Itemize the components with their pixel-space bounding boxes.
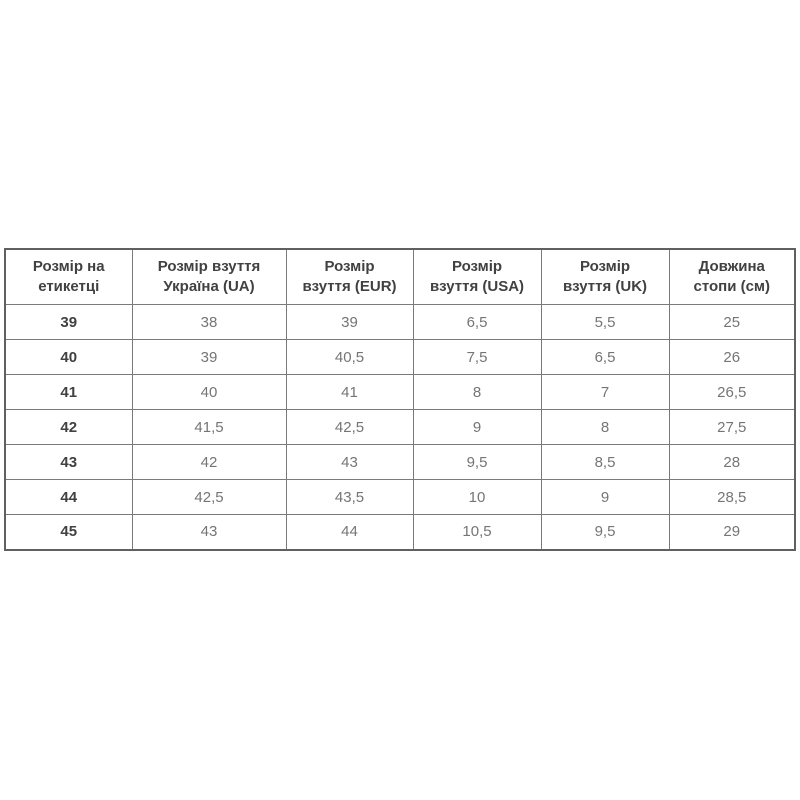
column-header-line1: Розмір bbox=[579, 258, 631, 275]
table-row bbox=[5, 340, 795, 375]
row-label-cell: 42 bbox=[5, 410, 132, 445]
column-header-line1: Розмір bbox=[324, 258, 375, 275]
row-label-cell: 43 bbox=[5, 445, 132, 480]
value-cell: 25 bbox=[669, 305, 795, 340]
value-cell: 41,5 bbox=[132, 410, 286, 445]
value-cell: 8,5 bbox=[541, 445, 669, 480]
column-header-line1: Розмір bbox=[451, 258, 503, 275]
value-cell: 7,5 bbox=[413, 340, 541, 375]
row-label-cell: 39 bbox=[5, 305, 132, 340]
column-header-line2: стопи (см) bbox=[693, 278, 771, 295]
value-cell: 6,5 bbox=[541, 340, 669, 375]
value-cell: 42 bbox=[132, 445, 286, 480]
value-cell: 39 bbox=[132, 340, 286, 375]
value-cell: 41 bbox=[286, 375, 413, 410]
value-cell: 43 bbox=[286, 445, 413, 480]
value-cell: 39 bbox=[286, 305, 413, 340]
column-header-uk bbox=[541, 249, 669, 305]
value-cell: 43,5 bbox=[286, 480, 413, 515]
value-cell: 26,5 bbox=[669, 375, 795, 410]
row-label-cell: 44 bbox=[5, 480, 132, 515]
value-cell: 43 bbox=[132, 515, 286, 550]
column-header-label bbox=[5, 249, 132, 305]
value-cell: 40,5 bbox=[286, 340, 413, 375]
column-header-line2: взуття (USA) bbox=[429, 278, 525, 295]
row-label-cell: 45 bbox=[5, 515, 132, 550]
value-cell: 5,5 bbox=[541, 305, 669, 340]
column-header-ua bbox=[132, 249, 286, 305]
table-head bbox=[5, 249, 795, 305]
value-cell: 42,5 bbox=[132, 480, 286, 515]
value-cell: 8 bbox=[413, 375, 541, 410]
column-header-line1: Розмір взуття bbox=[157, 258, 261, 275]
value-cell: 28 bbox=[669, 445, 795, 480]
column-header-line1: Розмір на bbox=[32, 258, 105, 275]
value-cell: 6,5 bbox=[413, 305, 541, 340]
column-header-length bbox=[669, 249, 795, 305]
value-cell: 38 bbox=[132, 305, 286, 340]
shoe-size-table bbox=[4, 248, 796, 551]
value-cell: 9,5 bbox=[413, 445, 541, 480]
table-row bbox=[5, 445, 795, 480]
value-cell: 9,5 bbox=[541, 515, 669, 550]
table-row bbox=[5, 375, 795, 410]
value-cell: 28,5 bbox=[669, 480, 795, 515]
value-cell: 27,5 bbox=[669, 410, 795, 445]
value-cell: 9 bbox=[541, 480, 669, 515]
header-row bbox=[5, 249, 795, 305]
column-header-usa bbox=[413, 249, 541, 305]
column-header-line1: Довжина bbox=[698, 258, 765, 275]
value-cell: 7 bbox=[541, 375, 669, 410]
row-label-cell: 40 bbox=[5, 340, 132, 375]
table-row bbox=[5, 515, 795, 550]
column-header-line2: етикетці bbox=[38, 278, 100, 295]
value-cell: 10 bbox=[413, 480, 541, 515]
value-cell: 40 bbox=[132, 375, 286, 410]
column-header-line2: Україна (UA) bbox=[163, 278, 255, 295]
table-row bbox=[5, 480, 795, 515]
table-row bbox=[5, 305, 795, 340]
value-cell: 10,5 bbox=[413, 515, 541, 550]
value-cell: 8 bbox=[541, 410, 669, 445]
value-cell: 44 bbox=[286, 515, 413, 550]
value-cell: 9 bbox=[413, 410, 541, 445]
column-header-line2: взуття (UK) bbox=[562, 278, 648, 295]
value-cell: 29 bbox=[669, 515, 795, 550]
row-label-cell: 41 bbox=[5, 375, 132, 410]
value-cell: 26 bbox=[669, 340, 795, 375]
table-body bbox=[5, 305, 795, 550]
column-header-eur bbox=[286, 249, 413, 305]
column-header-line2: взуття (EUR) bbox=[302, 278, 397, 295]
table-row bbox=[5, 410, 795, 445]
value-cell: 42,5 bbox=[286, 410, 413, 445]
